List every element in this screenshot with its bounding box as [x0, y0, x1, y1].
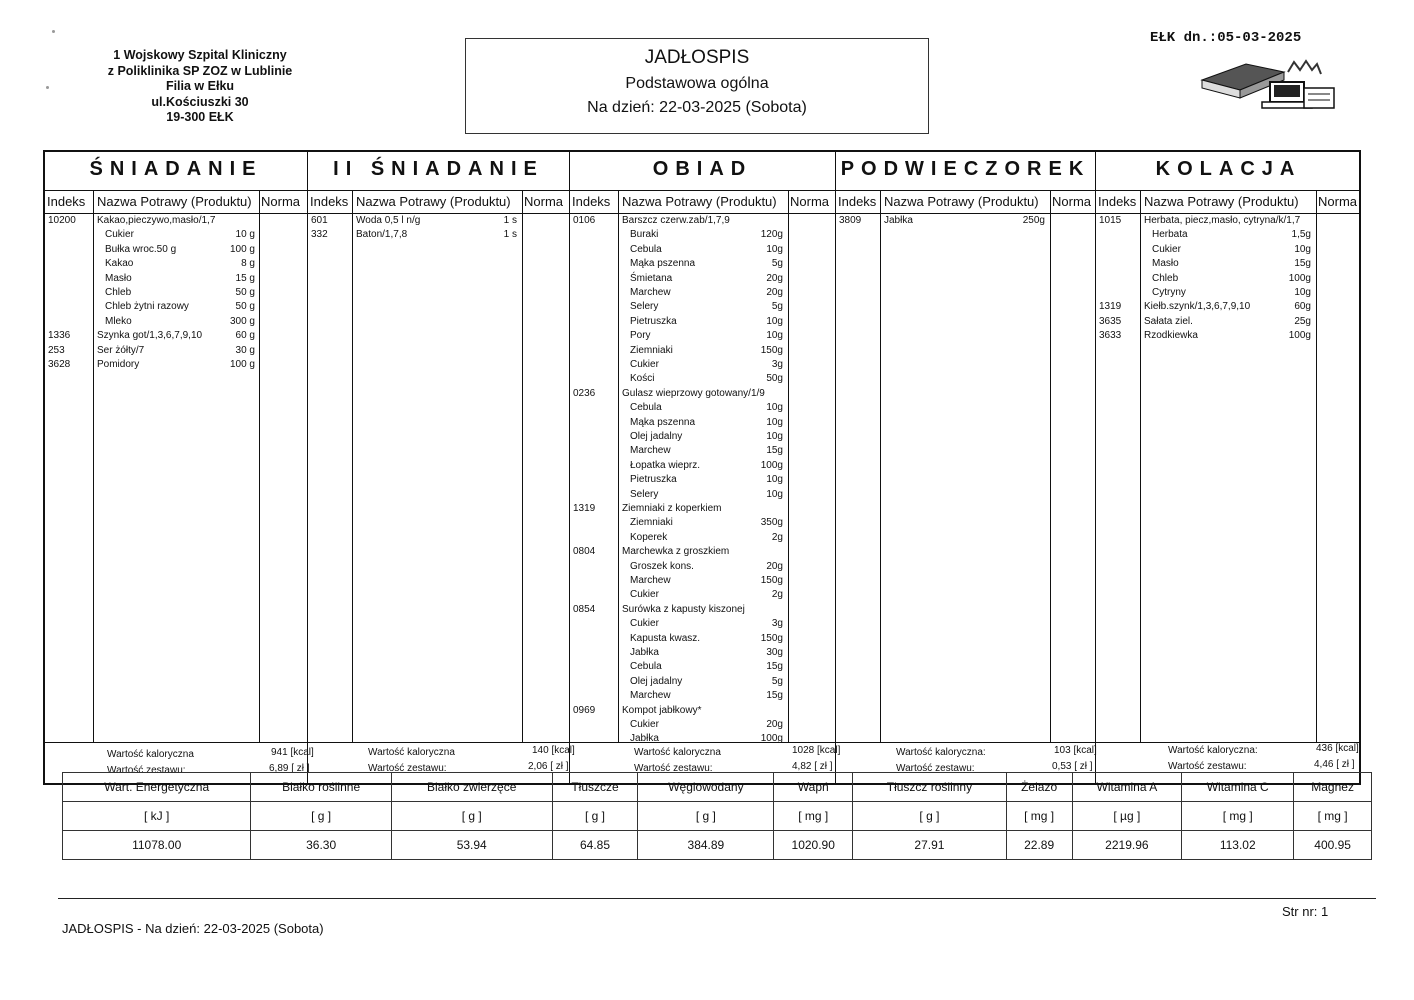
norm-amount: 15g — [1294, 258, 1311, 270]
menu-row — [1096, 228, 1361, 242]
menu-row — [570, 430, 835, 444]
menu-row — [45, 243, 307, 257]
dish-name: Sałata ziel. — [1144, 315, 1193, 327]
norm-amount: 250g — [1022, 215, 1045, 226]
ingredient-name: Chleb — [105, 287, 132, 298]
nutrient-name: Witamina C — [1182, 773, 1294, 802]
menu-row — [570, 272, 835, 286]
menu-row — [570, 300, 835, 314]
header-name: Nazwa Potrawy (Produktu) — [884, 194, 1039, 209]
nutrient-name: Białko zwierzęce — [391, 773, 552, 802]
nutrient-unit: [ g ] — [552, 802, 638, 831]
header-norm: Norma — [261, 194, 301, 209]
ingredient-name: Mąka pszenna — [630, 258, 696, 270]
column-headers — [836, 190, 1095, 214]
column-headers — [570, 190, 835, 214]
menu-row — [308, 214, 569, 228]
norm-amount: 30 g — [235, 344, 255, 356]
ingredient-name: Mąka pszenna — [630, 416, 696, 428]
hospital-name: 1 Wojskowy Szpital Kliniczny — [113, 48, 287, 62]
norm-amount: 1 s — [503, 215, 517, 226]
norm-amount: 100g — [1288, 272, 1311, 284]
menu-row — [570, 617, 835, 631]
page-number: Str nr: 1 — [1282, 904, 1329, 919]
ingredient-name: Ziemniaki — [630, 517, 673, 529]
nutrient-value: 64.85 — [552, 831, 638, 860]
page-title: JADŁOSPIS — [644, 47, 750, 68]
product-index: 253 — [48, 344, 65, 356]
menu-row — [45, 286, 307, 300]
hospital-branch: Filia w Ełku — [165, 79, 235, 93]
kcal-label: Wartość kaloryczna — [634, 747, 721, 758]
nutrient-value: 11078.00 — [63, 831, 251, 860]
menu-row — [570, 574, 835, 588]
norm-amount: 10g — [1294, 243, 1311, 255]
ingredient-name: Olej jadalny — [630, 431, 683, 442]
nutrient-unit: [ mg ] — [1182, 802, 1294, 831]
header-norm: Norma — [790, 194, 830, 209]
menu-row — [570, 444, 835, 458]
menu-row — [570, 329, 835, 343]
norm-amount: 150g — [760, 575, 783, 586]
product-index: 0106 — [573, 215, 596, 226]
ingredient-name: Marchew — [630, 575, 671, 586]
product-index: 601 — [311, 215, 328, 226]
ingredient-name: Cukier — [630, 719, 659, 730]
nutrient-value: 36.30 — [251, 831, 392, 860]
nutrient-name: Węglowodany — [638, 773, 774, 802]
ingredient-name: Pory — [630, 330, 651, 342]
menu-row — [570, 531, 835, 545]
norm-amount: 100g — [760, 459, 783, 471]
ingredient-name: Cukier — [630, 359, 659, 370]
ingredient-name: Śmietana — [630, 272, 673, 284]
menu-row — [1096, 243, 1361, 257]
norm-amount: 50g — [766, 373, 783, 385]
header-index: Indeks — [1098, 194, 1137, 209]
ingredient-name: Marchew — [630, 287, 671, 298]
menu-row — [1096, 300, 1361, 314]
menu-row — [45, 272, 307, 286]
cost-label: Wartość zestawu: — [896, 763, 975, 774]
menu-row — [570, 214, 835, 228]
norm-amount: 100g — [760, 733, 783, 745]
product-index: 3635 — [1099, 315, 1122, 327]
header-index: Indeks — [47, 194, 86, 209]
norm-amount: 25g — [1294, 315, 1311, 327]
hospital-parent: z Poliklinika SP ZOZ w Lublinie — [107, 63, 293, 78]
norm-amount: 20g — [766, 287, 783, 298]
menu-row — [570, 243, 835, 257]
norm-amount: 60 g — [235, 330, 255, 342]
dish-name: Ziemniaki z koperkiem — [622, 503, 722, 514]
nutrient-unit: [ kJ ] — [63, 802, 251, 831]
nutrient-unit: [ g ] — [251, 802, 392, 831]
dish-name: Ser żółty/7 — [97, 344, 145, 356]
menu-row — [836, 214, 1095, 228]
ingredient-name: Cebula — [630, 243, 662, 255]
nutrient-value: 384.89 — [638, 831, 774, 860]
ingredient-name: Herbata — [1152, 229, 1188, 241]
meal-title: PODWIECZOREK — [840, 158, 1091, 180]
dish-name: Kakao,pieczywo,masło/1,7 — [97, 215, 216, 226]
nutrient-value: 2219.96 — [1072, 831, 1182, 860]
nutrient-name: Magnez — [1294, 773, 1372, 802]
header-index: Indeks — [310, 194, 349, 209]
menu-row — [45, 358, 307, 372]
menu-row — [1096, 272, 1361, 286]
column-headers — [45, 190, 307, 214]
kcal-value: 436 [kcal] — [1316, 743, 1359, 754]
product-index: 0236 — [573, 387, 596, 399]
ingredient-name: Chleb żytni razowy — [105, 301, 189, 313]
norm-amount: 15 g — [235, 272, 255, 284]
norm-amount: 10g — [766, 315, 783, 327]
norm-amount: 10g — [1294, 287, 1311, 298]
header-index: Indeks — [838, 194, 877, 209]
header-name: Nazwa Potrawy (Produktu) — [97, 194, 252, 209]
menu-row — [570, 228, 835, 242]
nutrient-name: Tłuszcze — [552, 773, 638, 802]
kcal-label: Wartość kaloryczna — [368, 747, 455, 758]
nutrition-summary-table — [62, 772, 1372, 860]
menu-row — [570, 401, 835, 415]
meal-dinner — [1095, 152, 1361, 783]
meal-second-breakfast — [307, 152, 575, 783]
meal-lunch — [569, 152, 841, 783]
meal-title: OBIAD — [652, 158, 753, 180]
nutrient-value: 113.02 — [1182, 831, 1294, 860]
nutrient-unit: [ µg ] — [1072, 802, 1182, 831]
nutrient-unit: [ mg ] — [1294, 802, 1372, 831]
norm-amount: 150g — [760, 344, 783, 356]
meal-breakfast — [45, 152, 314, 783]
norm-amount: 150g — [760, 632, 783, 644]
ingredient-name: Mleko — [105, 315, 132, 327]
title-box — [465, 38, 929, 134]
norm-amount: 15g — [766, 690, 783, 702]
product-index: 332 — [311, 229, 328, 241]
norm-amount: 5g — [771, 301, 783, 313]
ingredient-name: Cytryny — [1152, 287, 1186, 298]
ingredient-name: Selery — [630, 488, 659, 500]
header-norm: Norma — [524, 194, 564, 209]
column-headers — [1096, 190, 1361, 214]
menu-row — [45, 315, 307, 329]
menu-row — [570, 286, 835, 300]
norm-amount: 50 g — [235, 301, 255, 313]
menu-row — [570, 315, 835, 329]
menu-row — [570, 545, 835, 559]
menu-row — [45, 300, 307, 314]
dish-name: Rzodkiewka — [1144, 330, 1198, 342]
meal-title: KOLACJA — [1155, 158, 1302, 180]
product-index: 1319 — [573, 503, 596, 514]
nutrient-value: 400.95 — [1294, 831, 1372, 860]
ingredient-name: Ziemniaki — [630, 344, 673, 356]
nutrient-name: Wapń — [774, 773, 853, 802]
cost-value: 4,82 [ zł ] — [792, 761, 833, 772]
norm-amount: 100 g — [229, 243, 255, 255]
menu-row — [1096, 286, 1361, 300]
dish-name: Baton/1,7,8 — [356, 229, 408, 241]
ingredient-name: Kakao — [105, 258, 134, 270]
ingredient-name: Cukier — [105, 229, 134, 241]
product-index: 1015 — [1099, 215, 1122, 226]
ingredient-name: Chleb — [1152, 272, 1179, 284]
header-name: Nazwa Potrawy (Produktu) — [1144, 194, 1299, 209]
norm-amount: 8 g — [241, 258, 255, 270]
nutrient-unit: [ g ] — [638, 802, 774, 831]
menu-row — [570, 718, 835, 732]
header-norm: Norma — [1052, 194, 1092, 209]
column-headers — [308, 190, 569, 214]
norm-amount: 10 g — [235, 229, 255, 241]
hospital-street: ul.Kościuszki 30 — [151, 94, 249, 109]
menu-row — [570, 488, 835, 502]
menu-row — [570, 372, 835, 386]
kcal-value: 1028 [kcal] — [792, 745, 841, 756]
product-index: 3628 — [48, 359, 71, 370]
scan-speck — [52, 30, 55, 33]
meal-title: II ŚNIADANIE — [333, 158, 544, 180]
product-index: 0804 — [573, 546, 596, 558]
dish-name: Woda 0,5 l n/g — [356, 215, 421, 226]
nutrient-unit: [ g ] — [853, 802, 1007, 831]
norm-amount: 2g — [771, 531, 783, 543]
menu-row — [1096, 214, 1361, 228]
ingredient-name: Jabłka — [630, 647, 659, 658]
ingredient-name: Pietruszka — [630, 474, 677, 486]
nutrition-header-row — [63, 773, 1372, 802]
dish-name: Kiełb.szynk/1,3,6,7,9,10 — [1144, 301, 1251, 313]
issue-date-stamp: EŁK dn.:05-03-2025 — [1150, 30, 1302, 46]
ingredient-name: Marchew — [630, 690, 671, 702]
dish-name: Pomidory — [97, 359, 140, 370]
menu-row — [570, 516, 835, 530]
norm-amount: 1 s — [503, 229, 517, 241]
norm-amount: 20g — [766, 272, 783, 284]
nutrient-value: 53.94 — [391, 831, 552, 860]
ingredient-name: Bułka wroc.50 g — [105, 243, 177, 255]
ingredient-name: Buraki — [630, 229, 659, 241]
norm-amount: 3g — [771, 359, 783, 370]
cost-value: 4,46 [ zł ] — [1314, 759, 1355, 770]
header-norm: Norma — [1318, 194, 1358, 209]
product-index: 10200 — [48, 215, 76, 226]
kcal-value: 140 [kcal] — [532, 745, 575, 756]
kcal-label: Wartość kaloryczna: — [1168, 745, 1258, 756]
nutrient-name: Wart. Energetyczna — [63, 773, 251, 802]
diet-type: Podstawowa ogólna — [625, 75, 769, 92]
menu-row — [570, 416, 835, 430]
norm-amount: 100g — [1288, 330, 1311, 342]
ingredient-name: Kości — [630, 373, 655, 385]
cost-label: Wartość zestawu: — [368, 763, 447, 774]
product-index: 0854 — [573, 603, 596, 615]
dish-name: Barszcz czerw.zab/1,7,9 — [622, 215, 730, 226]
menu-row — [570, 660, 835, 674]
norm-amount: 60g — [1294, 301, 1311, 313]
menu-row — [570, 257, 835, 271]
nutrient-name: Żelazo — [1006, 773, 1072, 802]
norm-amount: 20g — [766, 560, 783, 572]
ingredient-name: Cebula — [630, 402, 662, 414]
nutrient-value: 1020.90 — [774, 831, 853, 860]
ingredient-name: Koperek — [630, 531, 668, 543]
dish-name: Szynka got/1,3,6,7,9,10 — [97, 330, 203, 342]
nutrient-unit: [ mg ] — [774, 802, 853, 831]
norm-amount: 5g — [771, 258, 783, 270]
nutrient-value: 22.89 — [1006, 831, 1072, 860]
norm-amount: 10g — [766, 402, 783, 414]
norm-amount: 30g — [766, 647, 783, 658]
nutrient-name: Białko roślinne — [251, 773, 392, 802]
ingredient-name: Masło — [1152, 258, 1179, 270]
meal-plan-table — [43, 150, 1361, 785]
header-index: Indeks — [572, 194, 611, 209]
cost-label: Wartość zestawu: — [107, 765, 186, 776]
cost-value: 0,53 [ zł ] — [1052, 761, 1093, 772]
hospital-city: 19-300 EŁK — [166, 110, 234, 124]
footer-divider — [58, 898, 1376, 899]
nutrition-value-row — [63, 831, 1372, 860]
norm-amount: 15g — [766, 445, 783, 457]
menu-row — [1096, 315, 1361, 329]
header-name: Nazwa Potrawy (Produktu) — [622, 194, 777, 209]
norm-amount: 100 g — [229, 359, 255, 370]
nutrient-unit: [ g ] — [391, 802, 552, 831]
cost-value: 6,89 [ zł ] — [269, 763, 310, 774]
norm-amount: 5g — [771, 675, 783, 687]
norm-amount: 10g — [766, 330, 783, 342]
ingredient-name: Cukier — [630, 589, 659, 601]
norm-amount: 10g — [766, 488, 783, 500]
kcal-value: 941 [kcal] — [271, 747, 314, 758]
kcal-label: Wartość kaloryczna — [107, 749, 194, 760]
ingredient-name: Jabłka — [630, 733, 659, 745]
product-index: 0969 — [573, 704, 596, 716]
menu-row — [45, 257, 307, 271]
nutrient-name: Tłuszcz roślinny — [853, 773, 1007, 802]
kcal-label: Wartość kaloryczna: — [896, 747, 986, 758]
kcal-value: 103 [kcal] — [1054, 745, 1097, 756]
ingredient-name: Masło — [105, 272, 132, 284]
menu-row — [1096, 257, 1361, 271]
ingredient-name: Pietruszka — [630, 315, 677, 327]
product-index: 1319 — [1099, 301, 1122, 313]
ingredient-name: Cebula — [630, 661, 662, 673]
norm-amount: 20g — [766, 719, 783, 730]
dish-name: Surówka z kapusty kiszonej — [622, 603, 745, 615]
norm-amount: 300 g — [229, 315, 255, 327]
ingredient-name: Cukier — [1152, 243, 1181, 255]
cost-value: 2,06 [ zł ] — [528, 761, 569, 772]
ingredient-name: Cukier — [630, 618, 659, 630]
dish-name: Jabłka — [884, 215, 913, 226]
ingredient-name: Łopatka wieprz. — [630, 459, 701, 471]
norm-amount: 1,5g — [1291, 229, 1311, 241]
dish-name: Gulasz wieprzowy gotowany/1/9 — [622, 387, 765, 399]
menu-row — [570, 689, 835, 703]
norm-amount: 120g — [760, 229, 783, 241]
footer-title: JADŁOSPIS - Na dzień: 22-03-2025 (Sobota) — [62, 921, 324, 936]
menu-date: Na dzień: 22-03-2025 (Sobota) — [587, 99, 807, 116]
product-index: 3809 — [839, 215, 862, 226]
norm-amount: 350g — [760, 517, 783, 529]
product-index: 3633 — [1099, 330, 1122, 342]
menu-row — [570, 646, 835, 660]
scan-speck — [46, 86, 49, 89]
menu-row — [570, 560, 835, 574]
cost-label: Wartość zestawu: — [634, 763, 713, 774]
norm-amount: 10g — [766, 243, 783, 255]
cost-label: Wartość zestawu: — [1168, 761, 1247, 772]
meal-title: ŚNIADANIE — [89, 158, 263, 180]
dish-name: Marchewka z groszkiem — [622, 546, 730, 558]
menu-row — [570, 502, 835, 516]
menu-row — [570, 588, 835, 602]
menu-row — [1096, 329, 1361, 343]
menu-row — [570, 473, 835, 487]
menu-row — [45, 214, 307, 228]
norm-amount: 50 g — [235, 287, 255, 298]
menu-row — [570, 632, 835, 646]
ingredient-name: Kapusta kwasz. — [630, 632, 701, 644]
ingredient-name: Selery — [630, 301, 659, 313]
norm-amount: 10g — [766, 474, 783, 486]
header-name: Nazwa Potrawy (Produktu) — [356, 194, 511, 209]
menu-row — [45, 329, 307, 343]
menu-row — [570, 603, 835, 617]
menu-row — [570, 387, 835, 401]
menu-row — [308, 228, 569, 242]
product-index: 1336 — [48, 330, 71, 342]
norm-amount: 2g — [771, 589, 783, 601]
menu-row — [570, 344, 835, 358]
ingredient-name: Marchew — [630, 445, 671, 457]
nutrient-name: Witamina A — [1072, 773, 1182, 802]
nutrient-unit: [ mg ] — [1006, 802, 1072, 831]
menu-row — [570, 675, 835, 689]
norm-amount: 10g — [766, 431, 783, 442]
menu-row — [45, 344, 307, 358]
norm-amount: 10g — [766, 416, 783, 428]
menu-row — [570, 459, 835, 473]
norm-amount: 15g — [766, 661, 783, 673]
book-computer-logo-icon — [1200, 58, 1340, 112]
ingredient-name: Groszek kons. — [630, 560, 694, 572]
hospital-address — [70, 48, 330, 126]
menu-row — [45, 228, 307, 242]
dish-name: Herbata, piecz,masło, cytryna/k/1,7 — [1144, 215, 1301, 226]
dish-name: Kompot jabłkowy* — [622, 704, 702, 716]
nutrition-unit-row — [63, 802, 1372, 831]
meal-afternoon-snack — [835, 152, 1095, 783]
norm-amount: 3g — [771, 618, 783, 630]
menu-row — [570, 358, 835, 372]
nutrient-value: 27.91 — [853, 831, 1007, 860]
menu-row — [570, 704, 835, 718]
ingredient-name: Olej jadalny — [630, 675, 683, 687]
